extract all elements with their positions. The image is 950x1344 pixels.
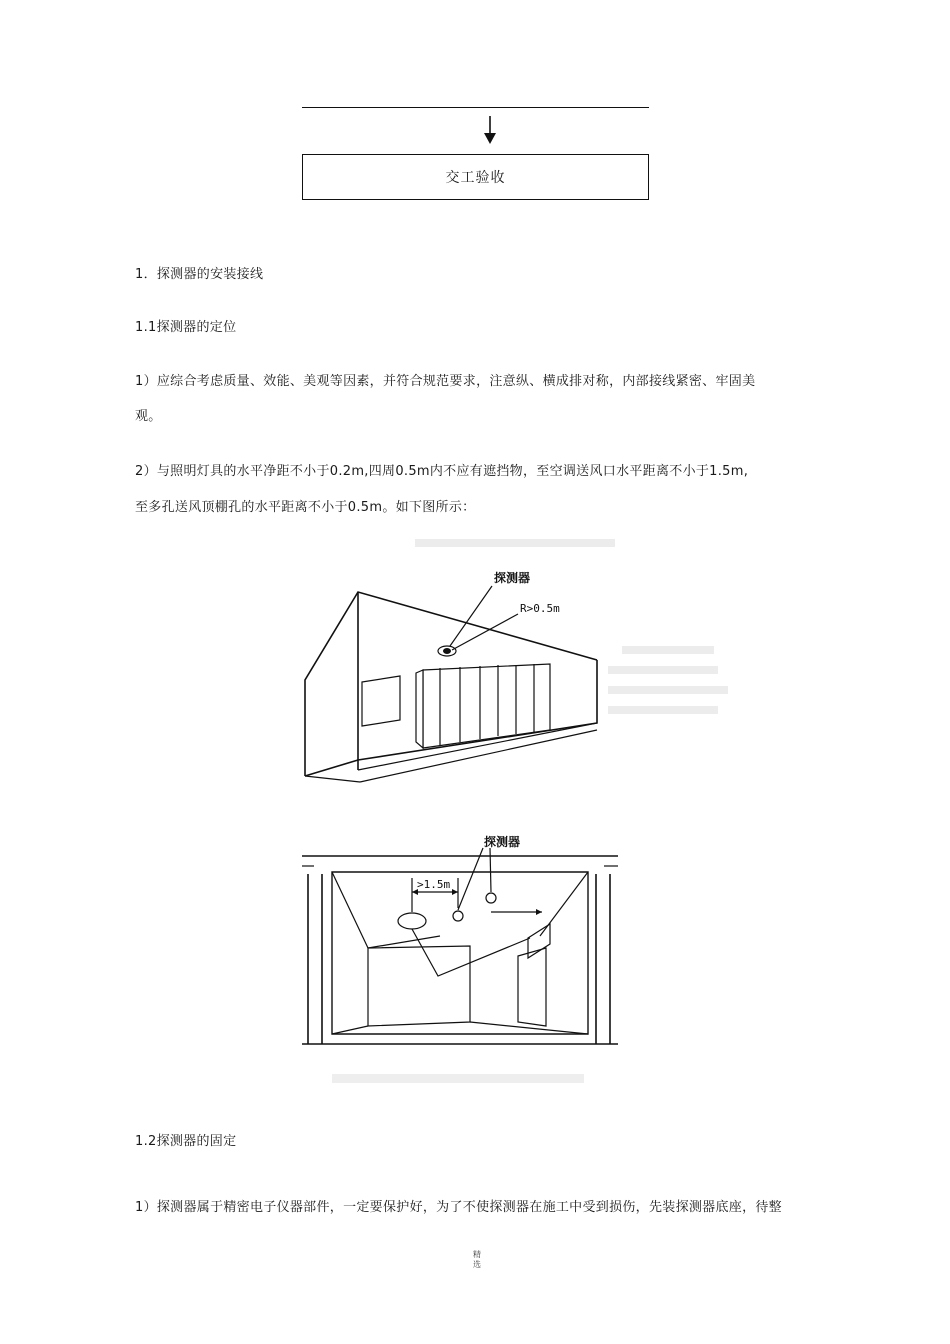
final-step-label: 交工验收 xyxy=(445,170,506,186)
detector-leader-line xyxy=(450,586,492,646)
floor-corner-left xyxy=(332,1026,368,1034)
back-wall xyxy=(368,946,470,1026)
figure-1-radius-label: R>0.5m xyxy=(520,602,560,615)
flowchart-connector-line xyxy=(302,107,649,108)
air-supply-outlet-icon xyxy=(398,913,426,929)
section-heading-1: 1．探测器的安装接线 xyxy=(135,267,264,282)
figure-1-detector-label: 探测器 xyxy=(494,571,531,585)
dimension-arrow-right xyxy=(452,889,458,895)
ceiling-corner-left xyxy=(332,872,368,948)
equipment-cabinets xyxy=(416,664,550,748)
paragraph-1-line-1: 1）应综合考虑质量、效能、美观等因素，并符合规范要求，注意纵、横成排对称，内部接线紧密、牢固美 xyxy=(135,374,756,389)
air-vent xyxy=(528,924,550,958)
ceiling-detector-icon xyxy=(438,646,456,656)
airflow-path xyxy=(412,929,530,976)
detector-leader-2 xyxy=(490,848,491,892)
detector-placement-figure-1 xyxy=(300,530,740,790)
paragraph-2-line-2: 至多孔送风顶棚孔的水平距离不小于0.5m。如下图所示： xyxy=(135,500,476,515)
paragraph-3-line-1: 1）探测器属于精密电子仪器部件，一定要保护好，为了不使探测器在施工中受到损伤，先装探测器底座，待整 xyxy=(135,1200,782,1215)
radius-leader-line xyxy=(452,614,518,650)
footer-mark: 精选 xyxy=(473,1250,481,1269)
paragraph-2-line-1: 2）与照明灯具的水平净距不小于0.2m,四周0.5m内不应有遮挡物，至空调送风口水平距离不小于1.5m, xyxy=(135,464,749,479)
door xyxy=(518,948,546,1026)
section-heading-1-2: 1.2探测器的固定 xyxy=(135,1134,237,1149)
faded-caption-2 xyxy=(332,1074,584,1083)
detector-leader-1 xyxy=(458,848,483,910)
flowchart-final-step xyxy=(302,154,649,200)
faded-caption xyxy=(415,539,615,547)
flow-down-arrow-icon xyxy=(480,116,500,146)
section-heading-1-1: 1.1探测器的定位 xyxy=(135,320,237,335)
paragraph-1-line-2: 观。 xyxy=(135,409,162,424)
window xyxy=(362,676,400,726)
figure-2-distance-label: >1.5m xyxy=(417,878,451,891)
detector-icon-2 xyxy=(486,893,496,903)
detector-placement-figure-2 xyxy=(300,826,620,1094)
faded-side-note xyxy=(608,646,728,714)
detector-icon-1 xyxy=(453,911,463,921)
vent-dimension-arrow xyxy=(536,909,542,915)
figure-2-detector-label: 探测器 xyxy=(484,835,521,849)
room-outline xyxy=(332,872,588,1034)
floor-front-edge xyxy=(305,776,360,782)
